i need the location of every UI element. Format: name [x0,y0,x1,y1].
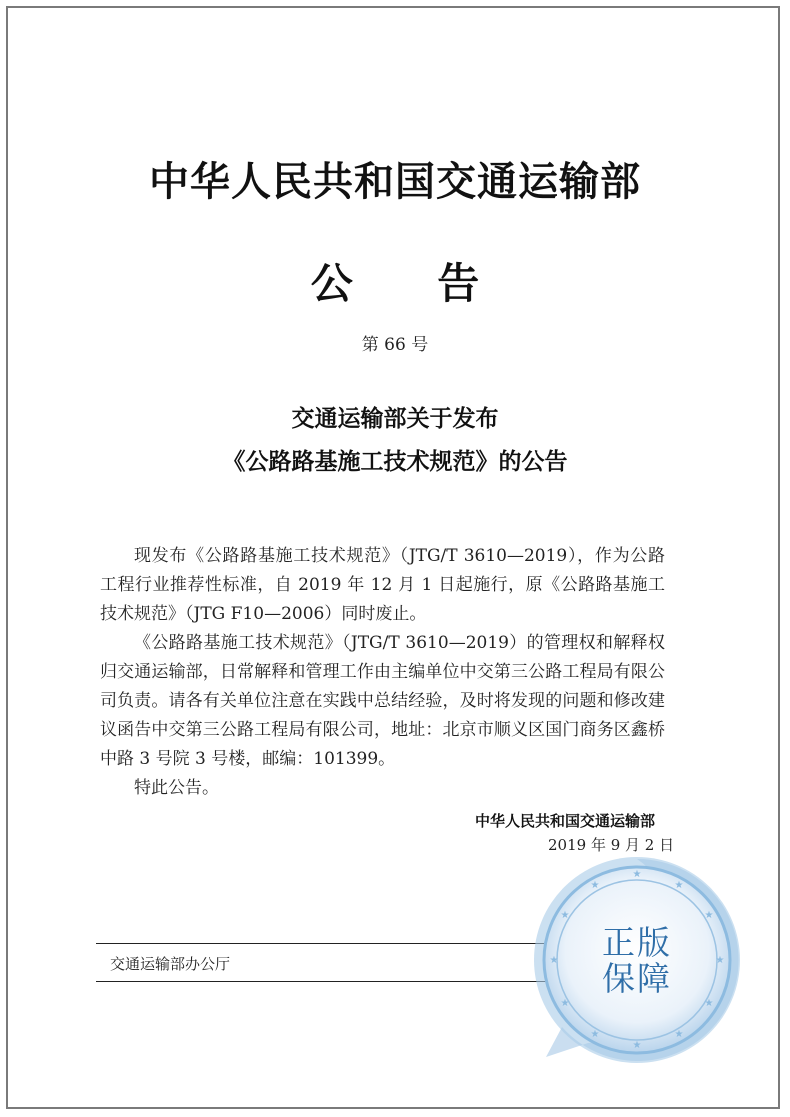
body-paragraph-2: 《公路路基施工技术规范》（JTG/T 3610—2019）的管理权和解释权归交通运输部，日常解释和管理工作由主编单位中交第三公路工程局有限公司负责。请各有关单位注意在实践中总结经验，及时将发现的问题和修改建议函告中交第三公路工程局有限公司，地址：北京市顺义区国门商务区鑫桥中路 3 号院 3 号楼，邮编：101399。 [100,633,665,769]
body-paragraph-3: 特此公告。 [134,778,219,798]
svg-text:★: ★ [674,1029,684,1040]
svg-text:★: ★ [632,869,642,880]
svg-text:★: ★ [674,880,684,891]
announcement-body [100,542,665,803]
body-paragraph-1: 现发布《公路路基施工技术规范》（JTG/T 3610—2019），作为公路工程行业推荐性标准，自 2019 年 12 月 1 日起施行，原《公路路基施工技术规范》（JTG F10—2006）同时废止。 [100,546,665,624]
seal-text-line-2: 保障 [602,959,672,998]
svg-text:★: ★ [549,955,559,966]
document-number: 第 66 号 [361,335,429,355]
svg-text:★: ★ [704,910,714,921]
svg-text:★: ★ [560,998,570,1009]
svg-text:★: ★ [590,880,600,891]
signature-organization: 中华人民共和国交通运输部 [475,812,656,830]
announcement-title-line-2: 《公路路基施工技术规范》的公告 [222,449,568,475]
svg-text:★: ★ [590,1029,600,1040]
signature-date: 2019 年 9 月 2 日 [548,836,675,854]
svg-text:★: ★ [560,910,570,921]
svg-text:★: ★ [715,955,725,966]
svg-text:★: ★ [704,998,714,1009]
document-type-heading: 公 告 [310,259,480,308]
seal-text-line-1: 正版 [602,923,672,962]
footer-office-name: 交通运输部办公厅 [110,955,231,973]
issuer-heading: 中华人民共和国交通运输部 [149,159,641,205]
svg-text:★: ★ [632,1040,642,1051]
announcement-title-line-1: 交通运输部关于发布 [291,406,499,432]
